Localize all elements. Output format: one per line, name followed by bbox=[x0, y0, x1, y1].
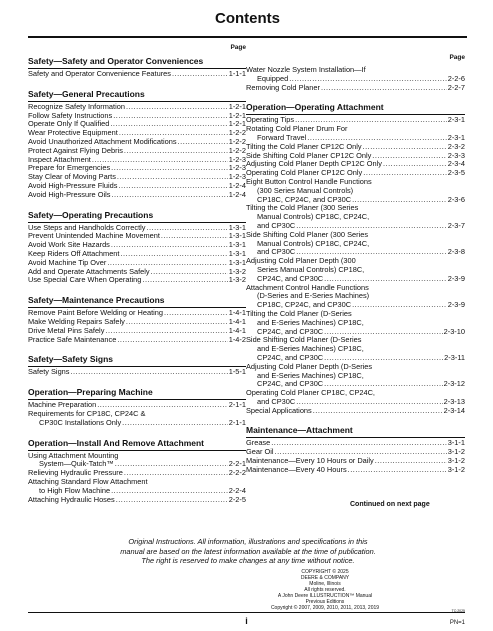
dot-leader bbox=[164, 309, 228, 318]
toc-entry-page: 1-4-2 bbox=[228, 334, 246, 344]
reference-code: TC:2025 bbox=[451, 609, 465, 613]
dot-leader bbox=[105, 327, 227, 336]
toc-entry-title: Practice Safe Maintenance bbox=[28, 334, 117, 344]
toc-entry-line: Side Shifting Cold Planer (300 Series bbox=[246, 229, 369, 239]
toc-entry-title: Operating Tips bbox=[246, 115, 295, 125]
toc-entry-title: Forward Travel bbox=[257, 132, 307, 142]
toc-entry-page: 1-1-1 bbox=[228, 69, 246, 78]
dot-leader bbox=[363, 143, 447, 152]
toc-section bbox=[28, 354, 246, 377]
toc-entry-page: 1-2-2 bbox=[228, 136, 246, 146]
toc-entry-line: Tilting the Cold Planer (D-Series bbox=[246, 308, 352, 318]
toc-entry-line: Side Shifting Cold Planer (D-Series bbox=[246, 335, 362, 345]
toc-entry-page: 2-3-5 bbox=[447, 168, 465, 178]
toc-section bbox=[28, 56, 246, 79]
publication-notice bbox=[78, 537, 418, 566]
notice-line: The right is reserved to make changes at any time without notice. bbox=[141, 556, 355, 565]
toc-entry-title: Machine Preparation bbox=[28, 400, 97, 410]
dot-leader bbox=[124, 147, 228, 156]
section-title: Safety—General Precautions bbox=[28, 89, 246, 102]
toc-entry-page: 1-2-3 bbox=[228, 163, 246, 173]
toc-entry[interactable] bbox=[246, 466, 465, 475]
copyright-block bbox=[250, 569, 400, 611]
toc-entry-page: 1-2-2 bbox=[228, 128, 246, 138]
toc-entry-title: Avoid Unauthorized Attachment Modifications bbox=[28, 136, 177, 146]
toc-entry-page: 2-3-7 bbox=[447, 220, 465, 230]
dot-leader bbox=[111, 487, 228, 496]
toc-entry-title: Avoid High-Pressure Oils bbox=[28, 189, 111, 199]
toc-entry-title: Avoid Work Site Hazards bbox=[28, 240, 110, 250]
toc-entry-page: 1-3-1 bbox=[228, 257, 246, 267]
toc-entry-title: and CP30C bbox=[257, 220, 296, 230]
toc-entry-line: Rotating Cold Planer Drum For bbox=[246, 124, 348, 134]
toc-section bbox=[28, 210, 246, 286]
toc-entry-page: 3-1-2 bbox=[447, 464, 465, 474]
toc-entry-title: CP24C, and CP30C bbox=[257, 379, 324, 389]
dot-leader bbox=[116, 496, 228, 505]
toc-entry-title: and CP30C bbox=[257, 396, 296, 406]
toc-entry-title: Avoid High-Pressure Fluids bbox=[28, 180, 118, 190]
toc-entry-line: Tilting the Cold Planer (300 Series bbox=[246, 203, 359, 213]
toc-entry-page: 2-2-2 bbox=[228, 468, 246, 478]
toc-entry[interactable] bbox=[246, 439, 465, 448]
pn-label: PN=1 bbox=[449, 620, 465, 626]
toc-entry-title: CP30C Installations Only bbox=[39, 417, 122, 427]
toc-entry-line: (300 Series Manual Controls) bbox=[257, 185, 354, 195]
dot-leader bbox=[110, 120, 227, 129]
toc-section bbox=[246, 102, 465, 415]
toc-entry-line: Adjusting Cold Planer Depth (D-Series bbox=[246, 361, 373, 371]
toc-entry-page: 2-3-10 bbox=[443, 326, 465, 336]
toc-entry-page: 3-1-2 bbox=[447, 447, 465, 457]
dot-leader bbox=[117, 336, 227, 345]
toc-entry-line: Using Attachment Mounting bbox=[28, 450, 119, 460]
copyright-line: Previous Editions bbox=[305, 599, 345, 605]
toc-entry-page: 3-1-1 bbox=[447, 438, 465, 448]
toc-entry-title: Keep Riders Off Attachment bbox=[28, 248, 120, 258]
dot-leader bbox=[142, 276, 227, 285]
copyright-line: Copyright © 2007, 2009, 2010, 2011, 2013, 2019 bbox=[270, 605, 380, 611]
dot-leader bbox=[92, 156, 228, 165]
toc-entry-line: (D-Series and E-Series Machines) bbox=[257, 291, 370, 301]
toc-entry-page: 2-2-4 bbox=[228, 485, 246, 495]
toc-entry-page: 2-3-3 bbox=[447, 150, 465, 160]
toc-entry-title: Side Shifting Cold Planer CP12C Only bbox=[246, 150, 372, 160]
toc-entry-page: 2-3-14 bbox=[443, 405, 465, 415]
toc-entry-page: 1-2-4 bbox=[228, 189, 246, 199]
dot-leader bbox=[178, 138, 228, 147]
dot-leader bbox=[120, 250, 227, 259]
page-column-header: Page bbox=[449, 54, 465, 61]
toc-entry[interactable] bbox=[28, 336, 246, 345]
toc-entry-title: Avoid Machine Tip Over bbox=[28, 257, 107, 267]
copyright-line: A John Deere ILLUSTRUCTION™ Manual bbox=[277, 593, 373, 599]
title-bar bbox=[28, 6, 467, 38]
section-title: Safety—Safety and Operator Conveniences bbox=[28, 56, 246, 69]
toc-section bbox=[246, 425, 465, 474]
toc-entry[interactable] bbox=[28, 496, 246, 505]
toc-entry-page: 3-1-2 bbox=[447, 456, 465, 466]
toc-entry-page: 2-1-1 bbox=[228, 400, 246, 410]
dot-leader bbox=[126, 318, 228, 327]
toc-entry-title: Wear Protective Equipment bbox=[28, 128, 118, 138]
dot-leader bbox=[126, 103, 228, 112]
toc-entry-page: 1-2-3 bbox=[228, 154, 246, 164]
toc-entry-title: Remove Paint Before Welding or Heating bbox=[28, 308, 164, 318]
toc-entry-page: 2-3-11 bbox=[444, 352, 465, 362]
dot-leader bbox=[71, 368, 228, 377]
dot-leader bbox=[122, 419, 228, 428]
toc-entry-title: Safety Signs bbox=[28, 367, 70, 377]
toc-entry-line: and E-Series Machines) CP18C, bbox=[257, 344, 364, 354]
toc-entry-line: and E-Series Machines) CP18C, bbox=[257, 317, 364, 327]
page-number: i bbox=[245, 616, 248, 626]
toc-entry-title: Gear Oil bbox=[246, 447, 274, 457]
toc-entry-page: 1-4-1 bbox=[228, 308, 246, 318]
dot-leader bbox=[111, 191, 227, 200]
dot-leader bbox=[296, 398, 442, 407]
section-title: Safety—Operating Precautions bbox=[28, 210, 246, 223]
toc-entry-title: to High Flow Machine bbox=[39, 485, 111, 495]
right-column bbox=[246, 54, 465, 475]
toc-entry-line: Series Manual Controls) CP18C, bbox=[257, 264, 365, 274]
toc-entry[interactable] bbox=[28, 191, 246, 200]
toc-entry-page: 2-3-2 bbox=[447, 141, 465, 151]
toc-entry-page: 1-3-2 bbox=[228, 275, 246, 285]
dot-leader bbox=[313, 407, 443, 416]
toc-entry-title: Prepare for Emergencies bbox=[28, 163, 111, 173]
toc-entry-line: Adjusting Cold Planer Depth (300 bbox=[246, 256, 356, 266]
section-title: Maintenance—Attachment bbox=[246, 425, 465, 438]
toc-entry-page: 1-3-1 bbox=[228, 240, 246, 250]
toc-section bbox=[28, 295, 246, 344]
toc-entry-page: 1-2-1 bbox=[228, 101, 246, 111]
toc-entry-title: Special Applications bbox=[246, 405, 312, 415]
toc-entry-page: 1-3-1 bbox=[228, 231, 246, 241]
section-title: Operation—Operating Attachment bbox=[246, 102, 465, 115]
toc-entry-line: Manual Controls) CP18C, CP24C, bbox=[257, 212, 370, 222]
toc-entry-page: 2-3-6 bbox=[447, 194, 465, 204]
dot-leader bbox=[113, 112, 228, 121]
dot-leader bbox=[161, 232, 228, 241]
toc-entry[interactable] bbox=[28, 419, 246, 428]
page-column-header: Page bbox=[230, 44, 246, 51]
dot-leader bbox=[352, 196, 447, 205]
toc-entry[interactable] bbox=[28, 368, 246, 377]
toc-entry-page: 2-2-1 bbox=[228, 459, 246, 469]
toc-entry-title: Relieving Hydraulic Pressure bbox=[28, 468, 123, 478]
toc-entry-title: Use Steps and Handholds Correctly bbox=[28, 222, 146, 232]
toc-entry-title: CP18C, CP24C, and CP30C bbox=[257, 194, 352, 204]
dot-leader bbox=[172, 70, 228, 79]
toc-entry-page: 1-2-2 bbox=[228, 145, 246, 155]
dot-leader bbox=[383, 160, 447, 169]
page-title: Contents bbox=[215, 10, 280, 27]
toc-entry-page: 1-4-1 bbox=[228, 316, 246, 326]
toc-entry-page: 2-3-9 bbox=[447, 300, 465, 310]
toc-entry-title: Tilting the Cold Planer CP12C Only bbox=[246, 141, 362, 151]
toc-entry-title: CP24C, and CP30C bbox=[257, 273, 324, 283]
toc-section bbox=[28, 387, 246, 427]
dot-leader bbox=[111, 241, 228, 250]
toc-entry[interactable] bbox=[28, 70, 246, 79]
toc-entry-title: Grease bbox=[246, 438, 271, 448]
toc-entry-line: Operating Cold Planer CP18C, CP24C, bbox=[246, 388, 375, 398]
toc-entry-page: 1-2-1 bbox=[228, 110, 246, 120]
section-title: Operation—Preparing Machine bbox=[28, 387, 246, 400]
toc-section bbox=[246, 66, 465, 92]
toc-entry-page: 1-4-1 bbox=[228, 325, 246, 335]
toc-entry[interactable] bbox=[246, 84, 465, 93]
left-column bbox=[28, 44, 246, 504]
toc-entry-page: 2-2-6 bbox=[447, 73, 465, 83]
toc-entry-page: 2-3-9 bbox=[447, 273, 465, 283]
toc-entry-line: Eight Button Control Handle Functions bbox=[246, 176, 372, 186]
toc-entry-title: Stay Clear of Moving Parts bbox=[28, 172, 116, 182]
section-title: Operation—Install And Remove Attachment bbox=[28, 438, 246, 451]
toc-entry-page: 2-1-1 bbox=[228, 417, 246, 427]
dot-leader bbox=[118, 182, 227, 191]
section-title: Safety—Maintenance Precautions bbox=[28, 295, 246, 308]
toc-entry-page: 2-3-4 bbox=[447, 159, 465, 169]
notice-line: Original Instructions. All information, illustrations and specifications in this bbox=[128, 537, 368, 546]
toc-entry-title: Operating Cold Planer CP12C Only bbox=[246, 168, 363, 178]
toc-entry-title: Maintenance—Every 40 Hours bbox=[246, 464, 347, 474]
toc-entry-page: 1-5-1 bbox=[228, 367, 246, 377]
toc-entry-title: Equipped bbox=[257, 73, 289, 83]
dot-leader bbox=[375, 457, 447, 466]
toc-section bbox=[28, 89, 246, 200]
dot-leader bbox=[321, 84, 447, 93]
toc-entry-page: 2-2-7 bbox=[447, 82, 465, 92]
toc-entry-title: Add and Operate Attachments Safely bbox=[28, 266, 150, 276]
toc-entry-page: 2-3-13 bbox=[443, 396, 465, 406]
toc-entry-title: Follow Safety Instructions bbox=[28, 110, 113, 120]
toc-entry[interactable] bbox=[28, 276, 246, 285]
toc-entry-title: Make Welding Repairs Safely bbox=[28, 316, 125, 326]
dot-leader bbox=[271, 439, 446, 448]
toc-entry-line: Water Nozzle System Installation—If bbox=[246, 65, 366, 74]
toc-entry-title: Recognize Safety Information bbox=[28, 101, 125, 111]
dot-leader bbox=[115, 460, 228, 469]
toc-entry-page: 2-3-8 bbox=[447, 247, 465, 257]
toc-entry-title: Prevent Unintended Machine Movement bbox=[28, 231, 160, 241]
toc-entry-page: 2-2-5 bbox=[228, 494, 246, 504]
toc-entry[interactable] bbox=[246, 407, 465, 416]
dot-leader bbox=[111, 164, 228, 173]
toc-entry-title: and CP30C bbox=[257, 247, 296, 257]
copyright-line: Moline, Illinois bbox=[309, 581, 341, 587]
toc-entry-page: 2-3-1 bbox=[447, 132, 465, 142]
toc-entry-page: 1-2-1 bbox=[228, 119, 246, 129]
toc-entry-page: 1-2-3 bbox=[228, 172, 246, 182]
continued-note: Continued on next page bbox=[350, 501, 430, 508]
copyright-line: DEERE & COMPANY bbox=[300, 575, 350, 581]
toc-entry-line: Manual Controls) CP18C, CP24C, bbox=[257, 238, 370, 248]
toc-entry-title: Attaching Hydraulic Hoses bbox=[28, 494, 115, 504]
toc-entry-page: 1-2-4 bbox=[228, 180, 246, 190]
toc-entry-title: Maintenance—Every 10 Hours or Daily bbox=[246, 456, 374, 466]
toc-entry-page: 1-3-2 bbox=[228, 266, 246, 276]
toc-entry-title: Drive Metal Pins Safely bbox=[28, 325, 105, 335]
copyright-line: COPYRIGHT © 2025 bbox=[301, 569, 349, 575]
toc-entry-line: Requirements for CP18C, CP24C & bbox=[28, 408, 146, 418]
footer-rule bbox=[28, 612, 465, 613]
toc-entry-page: 1-3-1 bbox=[228, 222, 246, 232]
toc-entry-title: CP18C, CP24C, and CP30C bbox=[257, 300, 352, 310]
toc-entry-line: Attaching Standard Flow Attachment bbox=[28, 476, 148, 486]
toc-entry-title: Protect Against Flying Debris bbox=[28, 145, 123, 155]
dot-leader bbox=[372, 152, 446, 161]
dot-leader bbox=[117, 173, 228, 182]
toc-entry-line: Attachment Control Handle Functions bbox=[246, 282, 369, 292]
toc-entry-title: CP24C, and CP30C bbox=[257, 326, 324, 336]
toc-entry-title: CP24C, and CP30C bbox=[257, 352, 324, 362]
copyright-line: All rights reserved. bbox=[304, 587, 346, 593]
dot-leader bbox=[151, 268, 228, 277]
toc-section bbox=[28, 438, 246, 505]
dot-leader bbox=[348, 466, 447, 475]
toc-entry-page: 2-3-1 bbox=[447, 115, 465, 125]
toc-entry-title: Removing Cold Planer bbox=[246, 82, 320, 92]
toc-entry-title: Safety and Operator Convenience Features bbox=[28, 69, 171, 78]
dot-leader bbox=[352, 301, 447, 310]
section-title: Safety—Safety Signs bbox=[28, 354, 246, 367]
notice-line: manual are based on the latest information available at the time of publication. bbox=[120, 546, 376, 556]
toc-entry-title: System—Quik-Tatch™ bbox=[39, 459, 114, 469]
toc-entry-line: and E-Series Machines) CP18C, bbox=[257, 370, 364, 380]
dot-leader bbox=[363, 169, 446, 178]
toc-entry-title: Adjusting Cold Planer Depth CP12C Only bbox=[246, 159, 382, 169]
toc-entry-title: Operate Only If Qualified bbox=[28, 119, 110, 129]
toc-entry-title: Inspect Attachment bbox=[28, 154, 91, 164]
toc-entry-page: 1-3-1 bbox=[228, 248, 246, 258]
toc-entry-page: 2-3-12 bbox=[443, 379, 465, 389]
toc-entry-title: Use Special Care When Operating bbox=[28, 275, 142, 285]
